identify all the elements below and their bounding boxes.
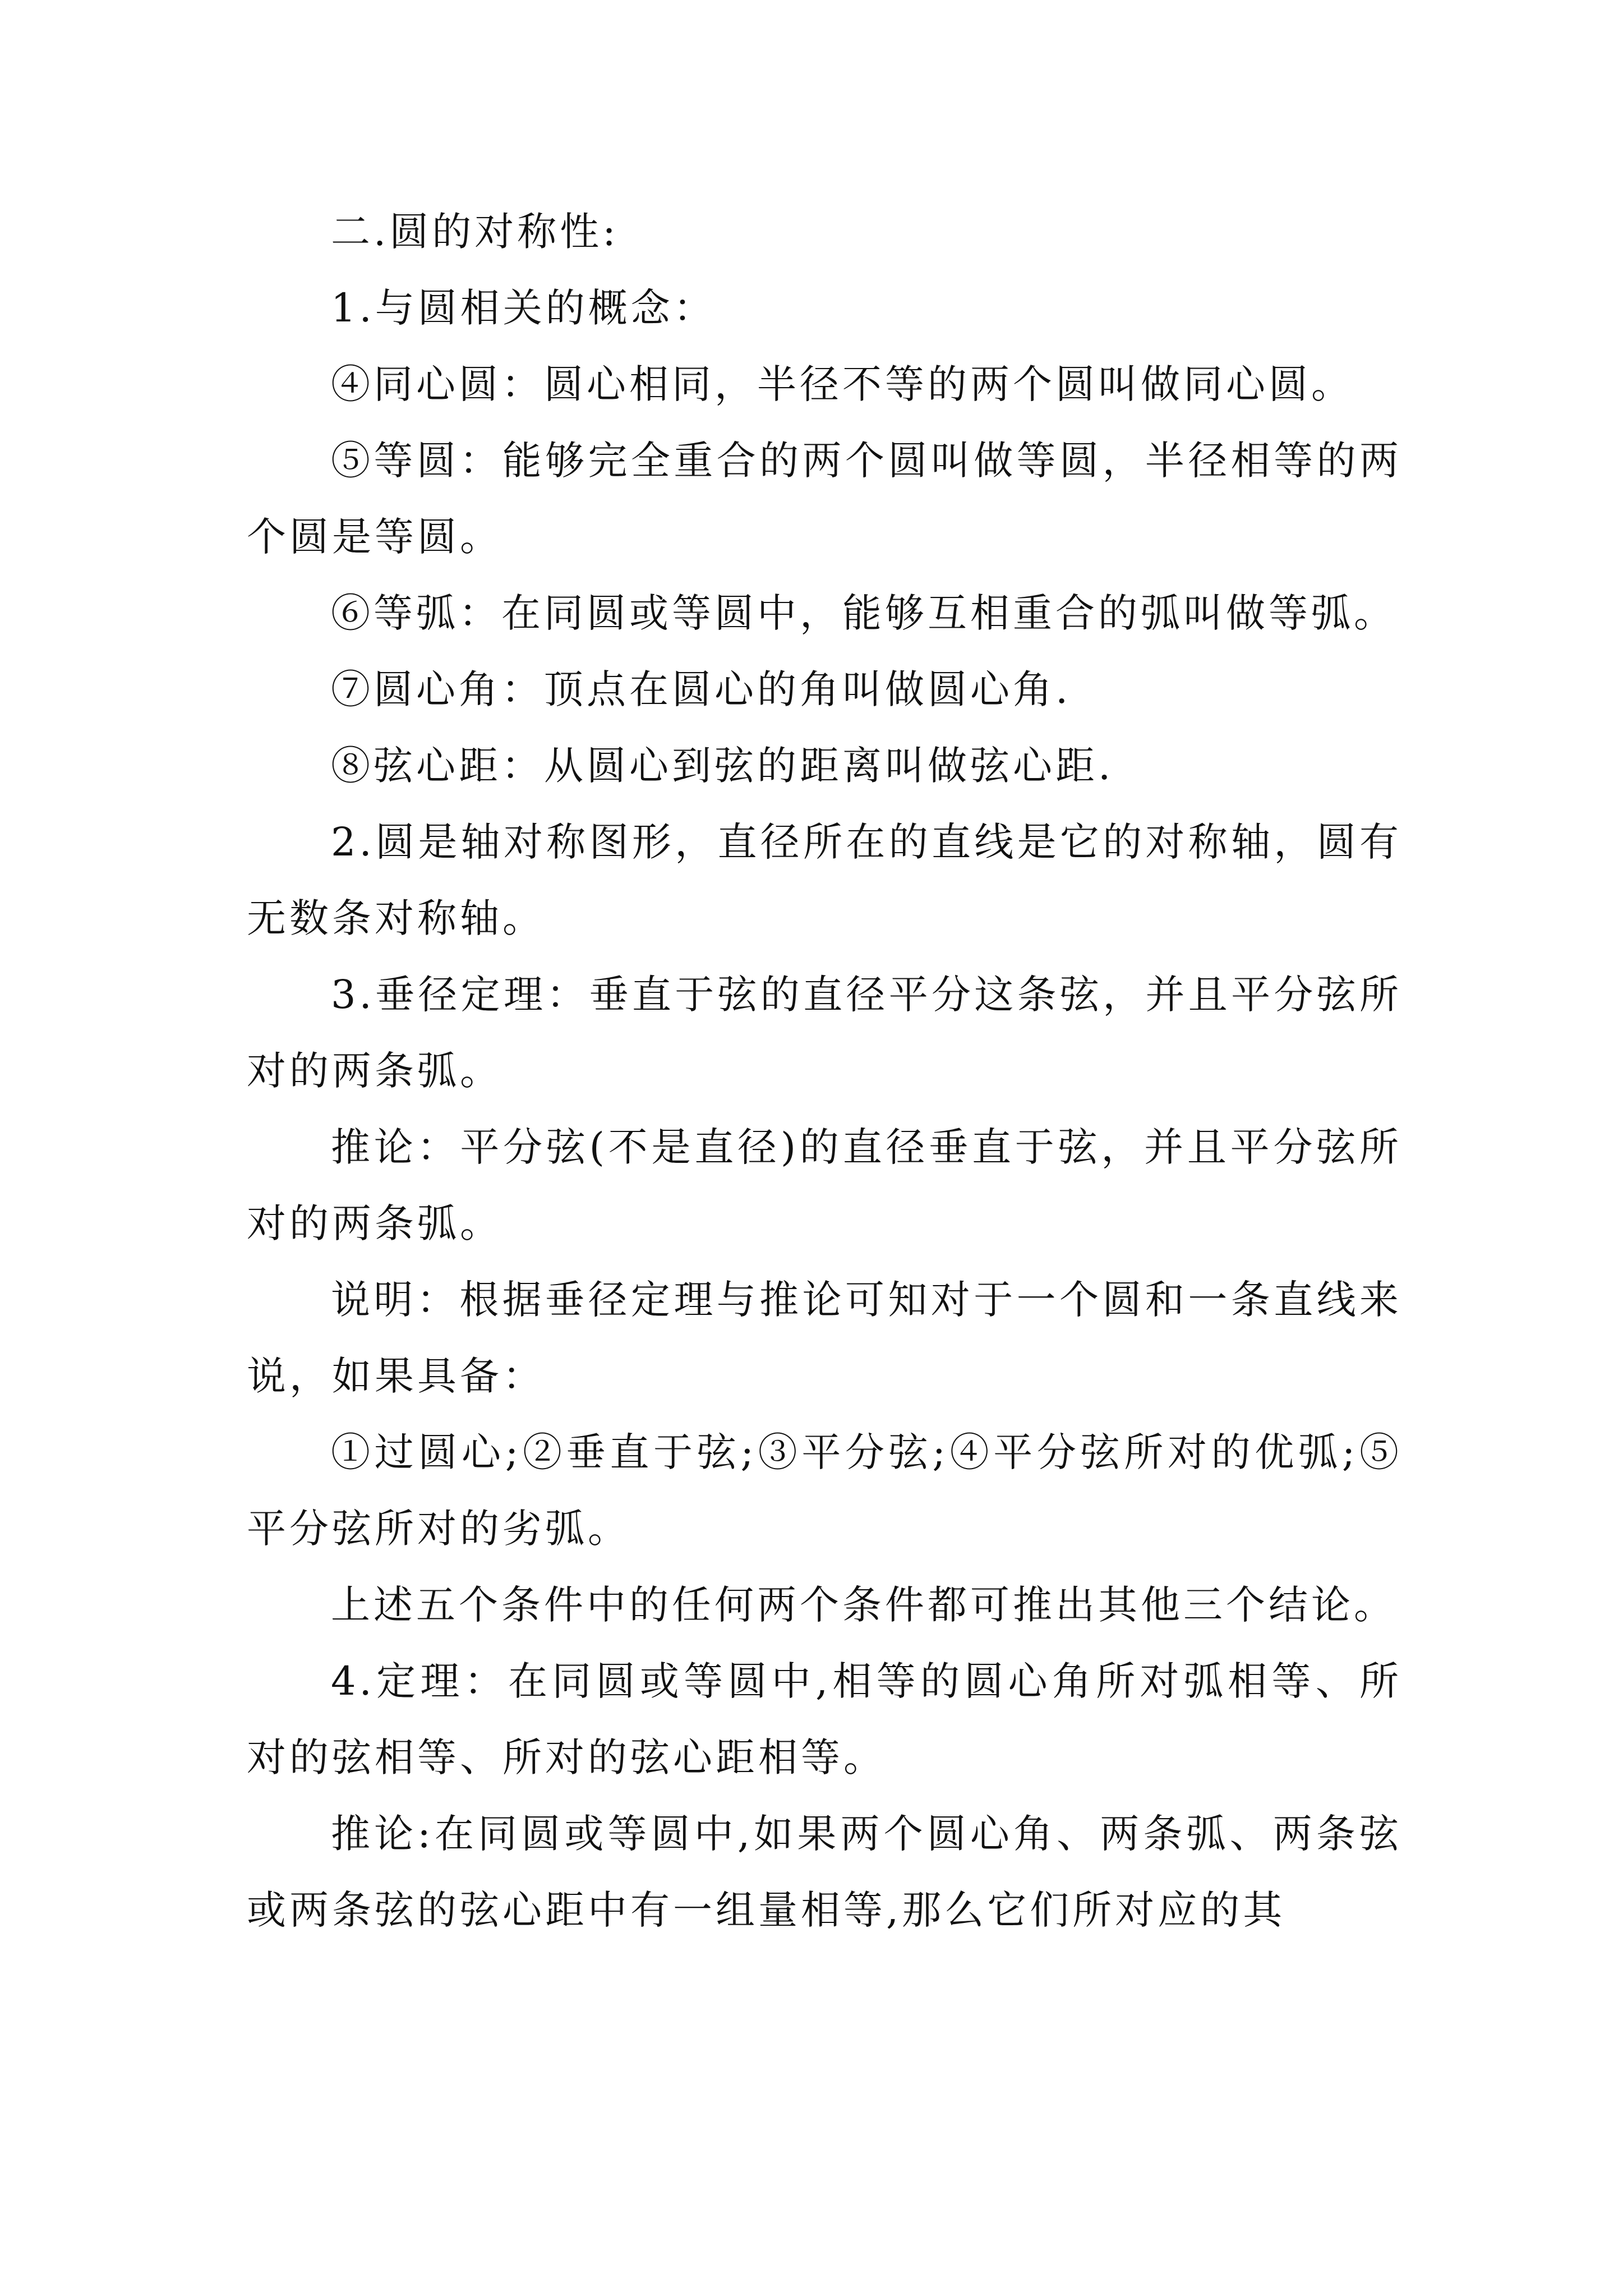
paragraph: ①过圆心;②垂直于弦;③平分弦;④平分弦所对的优弧;⑤平分弦所对的劣弧。 — [247, 1429, 1402, 1552]
paragraph: 3.垂径定理：垂直于弦的直径平分这条弦，并且平分弦所对的两条弧。 — [247, 972, 1402, 1094]
paragraph: ⑦圆心角：顶点在圆心的角叫做圆心角. — [331, 666, 1072, 712]
paragraph: 推论：平分弦(不是直径)的直径垂直于弦，并且平分弦所对的两条弧。 — [247, 1124, 1402, 1246]
paragraph: 2.圆是轴对称图形，直径所在的直线是它的对称轴，圆有无数条对称轴。 — [247, 819, 1402, 941]
subsection-heading: 1.与圆相关的概念： — [331, 285, 716, 331]
paragraph: ⑤等圆：能够完全重合的两个圆叫做等圆，半径相等的两个圆是等圆。 — [247, 438, 1402, 560]
paragraph: 说明：根据垂径定理与推论可知对于一个圆和一条直线来说，如果具备： — [247, 1277, 1402, 1399]
section-heading: 二.圆的对称性: — [331, 209, 619, 255]
paragraph: ④同心圆：圆心相同，半径不等的两个圆叫做同心圆。 — [331, 361, 1354, 407]
paragraph: 4.定理：在同圆或等圆中,相等的圆心角所对弧相等、所对的弦相等、所对的弦心距相等。 — [247, 1658, 1402, 1780]
document-body — [247, 194, 1402, 1948]
paragraph: ⑧弦心距：从圆心到弦的距离叫做弦心距. — [331, 743, 1114, 789]
paragraph: ⑥等弧：在同圆或等圆中，能够互相重合的弧叫做等弧。 — [331, 590, 1396, 636]
paragraph: 推论:在同圆或等圆中,如果两个圆心角、两条弧、两条弦或两条弦的弦心距中有一组量相等,那么它们所对应的其 — [247, 1811, 1402, 1933]
paragraph: 上述五个条件中的任何两个条件都可推出其他三个结论。 — [331, 1582, 1396, 1628]
